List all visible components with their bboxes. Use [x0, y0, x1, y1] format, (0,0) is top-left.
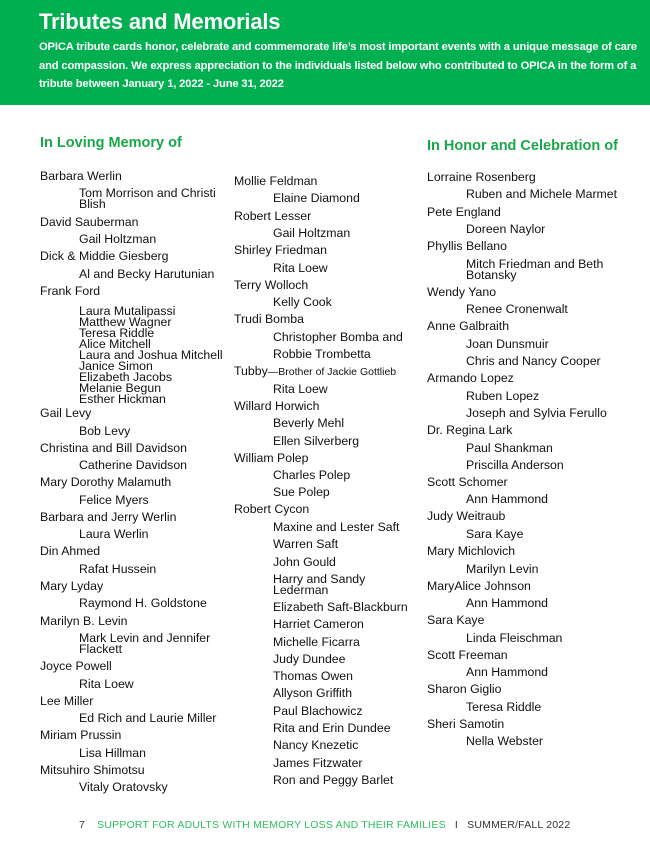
honoree-label: Mary Dorothy Malamuth [40, 475, 172, 490]
donor-name: Allyson Griffith [273, 686, 353, 701]
honoree-name [427, 612, 622, 629]
honor-heading: In Honor and Celebration of [427, 138, 618, 154]
honoree-label: Robert Cycon [234, 502, 310, 517]
issue-label: SUMMER/FALL 2022 [467, 819, 571, 831]
donor-name: Lisa Hillman [79, 745, 146, 760]
honoree-name [234, 242, 419, 259]
honoree-label: Terry Wolloch [234, 277, 309, 292]
donor-name: Rita Loew [79, 676, 134, 691]
donor-name: Laura Werlin [79, 527, 149, 542]
honoree-label: Scott Schomer [427, 474, 508, 489]
honoree-label: William Polep [234, 450, 309, 465]
honoree-label: Willard Horwich [234, 398, 320, 413]
honoree-label: Trudi Bomba [234, 312, 304, 327]
donor-name: Ellen Silverberg [273, 433, 360, 448]
donor-name: Rafat Hussein [79, 561, 157, 576]
honoree-name [40, 440, 225, 457]
donor-name: Nancy Knezetic [273, 738, 359, 753]
donor-name: Janice Simon [79, 358, 153, 373]
honoree-label: Shirley Friedman [234, 243, 327, 258]
donor-name: Linda Fleischman [466, 630, 563, 645]
donor-name: Charles Polep [273, 468, 351, 483]
honoree-name [40, 727, 225, 744]
donor-name: Ruben Lopez [466, 388, 540, 403]
honoree-name [234, 208, 419, 225]
donor-name: Laura Mutalipassi [79, 303, 176, 318]
honoree-name [234, 450, 419, 467]
honoree-name [40, 474, 225, 491]
honoree-label: Armando Lopez [427, 371, 514, 386]
honor-list-column [427, 169, 622, 751]
donor-name: Christopher Bomba and [273, 329, 403, 344]
donor-name: Kelly Cook [273, 295, 332, 310]
honoree-label: Frank Ford [40, 283, 101, 298]
honoree-label: Marilyn B. Levin [40, 613, 128, 628]
honoree-name [427, 647, 622, 664]
donor-name: Teresa Riddle [79, 325, 155, 340]
honoree-name [40, 613, 225, 630]
honoree-name [40, 578, 225, 595]
donor-name: Joseph and Sylvia Ferullo [466, 405, 607, 420]
donor-name: Maxine and Lester Saft [273, 519, 400, 534]
honoree-label: Barbara and Jerry Werlin [40, 509, 177, 524]
donor-name: Bob Levy [79, 423, 131, 438]
honoree-label: Lee Miller [40, 693, 94, 708]
honoree-name [427, 578, 622, 595]
honoree-label: Sheri Samotin [427, 716, 505, 731]
honoree-name [427, 716, 622, 733]
honoree-label: Robert Lesser [234, 208, 312, 223]
honoree-label: Tubby [234, 364, 268, 379]
honoree-label: Miriam Prussin [40, 728, 122, 743]
honoree-name [40, 283, 225, 300]
donor-name: Sue Polep [273, 485, 330, 500]
honoree-name [427, 284, 622, 301]
donor-name: Chris and Nancy Cooper [466, 354, 601, 369]
honoree-label: Christina and Bill Davidson [40, 440, 187, 455]
honoree-name [427, 169, 622, 186]
honoree-label: Anne Galbraith [427, 319, 510, 334]
honoree-label: Sharon Giglio [427, 682, 502, 697]
honoree-name [427, 318, 622, 335]
donor-name: Ann Hammond [466, 596, 549, 611]
donor-name: Ruben and Michele Marmet [466, 187, 618, 202]
donor-name: Matthew Wagner [79, 314, 172, 329]
honoree-label: Dick & Middie Giesberg [40, 249, 169, 264]
honoree-name [40, 509, 225, 526]
donor-name: James Fitzwater [273, 755, 363, 770]
donor-name: Robbie Trombetta [273, 347, 371, 362]
donor-name: Ron and Peggy Barlet [273, 772, 394, 787]
honoree-name [234, 398, 419, 415]
honoree-name [40, 168, 225, 185]
honoree-name [427, 238, 622, 255]
donor-name: Elizabeth Saft-Blackburn [273, 600, 408, 615]
donor-name: Rita Loew [273, 260, 328, 275]
honoree-name [427, 204, 622, 221]
donor-name: Melanie Begun [79, 380, 162, 395]
donor-name: Warren Saft [273, 537, 339, 552]
donor-name: Joan Dunsmuir [466, 336, 549, 351]
donor-name: Catherine Davidson [79, 458, 188, 473]
honoree-label: Sara Kaye [427, 613, 485, 628]
intro-text: OPICA tribute cards honor, celebrate and commemorate life’s most important events with a unique message of care and compassion. We express appreciation to the individuals listed below who contributed to OPICA in the form of a tribute between January 1, 2022 - June 31, 2022 [39, 41, 637, 90]
donor-name: Ed Rich and Laurie Miller [79, 711, 217, 726]
honoree-name [427, 543, 622, 560]
honoree-name [40, 248, 225, 265]
honoree-name [427, 370, 622, 387]
page-number: 7 [79, 819, 86, 831]
donor-name: Rita Loew [273, 381, 328, 396]
honoree-label: Wendy Yano [427, 284, 497, 299]
donor-name: Tom Morrison and Christi Blish [79, 186, 216, 212]
honoree-name [234, 363, 419, 380]
donor-name: Ann Hammond [466, 665, 549, 680]
donor-name: Gail Holtzman [273, 226, 351, 241]
honoree-name [234, 501, 419, 518]
honoree-name [234, 311, 419, 328]
honoree-label: Barbara Werlin [40, 169, 122, 183]
donor-name: Laura and Joshua Mitchell [79, 347, 223, 362]
donor-name: Vitaly Oratovsky [79, 780, 168, 795]
donor-name: Mitch Friedman and Beth Botansky [466, 256, 604, 282]
donor-name: Gail Holtzman [79, 232, 157, 247]
honoree-label: Mitsuhiro Shimotsu [40, 762, 145, 777]
honoree-name [427, 422, 622, 439]
donor-name: Beverly Mehl [273, 416, 345, 431]
honoree-label: Gail Levy [40, 406, 92, 421]
donor-name: Renee Cronenwalt [466, 302, 568, 317]
footer-tagline: SUPPORT FOR ADULTS WITH MEMORY LOSS AND THEIR FAMILIES [97, 819, 446, 831]
donor-name: John Gould [273, 554, 336, 569]
honoree-label: Mary Michlovich [427, 544, 516, 559]
honoree-name [427, 681, 622, 698]
honoree-label: Din Ahmed [40, 544, 101, 559]
donor-name: Teresa Riddle [466, 699, 542, 714]
footer-separator: I [454, 819, 459, 831]
donor-name: Harry and Sandy Lederman [273, 571, 366, 597]
honoree-label: Mollie Feldman [234, 174, 318, 188]
honoree-label: MaryAlice Johnson [427, 578, 531, 593]
donor-name: Paul Blachowicz [273, 703, 363, 718]
donor-name: Ann Hammond [466, 492, 549, 507]
honoree-name [427, 508, 622, 525]
memory-list-column-2 [234, 173, 419, 789]
donor-name: Rita and Erin Dundee [273, 721, 391, 736]
donor-name: Al and Becky Harutunian [79, 266, 215, 281]
honoree-label: Phyllis Bellano [427, 239, 507, 254]
donor-group [40, 300, 225, 405]
memory-list-column-1 [40, 168, 225, 796]
donor-name: Judy Dundee [273, 651, 346, 666]
honoree-label: Mary Lyday [40, 578, 104, 593]
page-footer [79, 819, 570, 831]
donor-name: Elizabeth Jacobs [79, 369, 172, 384]
honoree-label: Pete England [427, 204, 501, 219]
honoree-note: —Brother of Jackie Gottlieb [267, 366, 397, 379]
donor-name: Sara Kaye [466, 526, 524, 541]
donor-name: Harriet Cameron [273, 617, 364, 632]
donor-name: Michelle Ficarra [273, 634, 360, 649]
donor-name: Alice Mitchell [79, 336, 151, 351]
header-banner [0, 0, 650, 105]
honoree-label: Lorraine Rosenberg [427, 170, 536, 184]
honoree-name [40, 658, 225, 675]
honoree-name [40, 543, 225, 560]
donor-name: Marilyn Levin [466, 561, 539, 576]
honoree-label: Judy Weitraub [427, 509, 506, 524]
honoree-label: Scott Freeman [427, 647, 508, 662]
donor-name: Doreen Naylor [466, 222, 546, 237]
honoree-name [40, 405, 225, 422]
donor-name: Paul Shankman [466, 440, 553, 455]
page-title: Tributes and Memorials [39, 9, 281, 34]
honoree-label: Joyce Powell [40, 659, 112, 674]
donor-name: Priscilla Anderson [466, 457, 564, 472]
honoree-name [40, 693, 225, 710]
honoree-name [427, 474, 622, 491]
memory-heading: In Loving Memory of [40, 135, 182, 151]
donor-name: Thomas Owen [273, 669, 353, 684]
donor-name: Mark Levin and Jennifer Flackett [79, 630, 211, 656]
honoree-name [40, 214, 225, 231]
donor-name: Elaine Diamond [273, 191, 360, 206]
donor-name: Esther Hickman [79, 391, 166, 406]
donor-name: Felice Myers [79, 492, 149, 507]
honoree-label: Dr. Regina Lark [427, 423, 513, 438]
honoree-label: David Sauberman [40, 214, 139, 229]
honoree-name [234, 277, 419, 294]
honoree-name [40, 762, 225, 779]
donor-name: Nella Webster [466, 734, 543, 749]
honoree-name [234, 173, 419, 190]
donor-name: Raymond H. Goldstone [79, 596, 207, 611]
